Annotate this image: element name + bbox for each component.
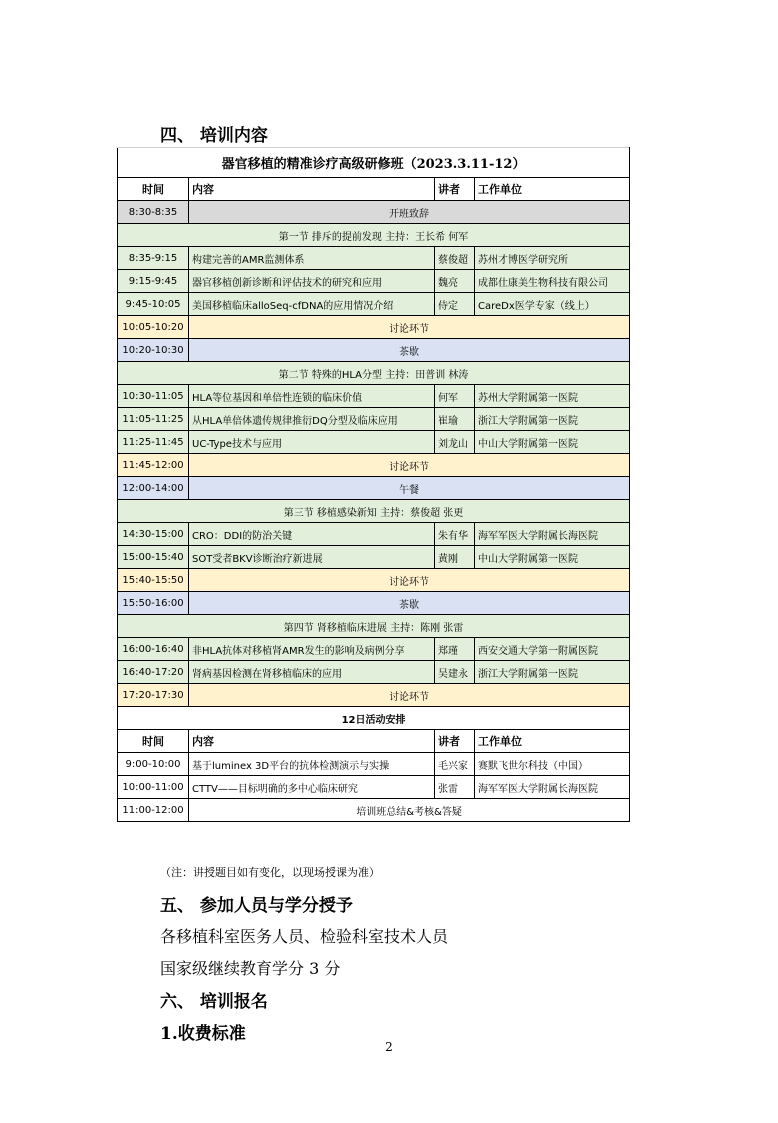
row-time: 11:05-11:25	[118, 408, 189, 431]
row-speaker: 毛兴家	[435, 753, 475, 776]
row-time: 9:45-10:05	[118, 293, 189, 316]
header-unit: 工作单位	[475, 730, 630, 753]
row-unit: 浙江大学附属第一医院	[475, 661, 630, 684]
table-row	[118, 523, 630, 546]
row-time: 12:00-14:00	[118, 477, 189, 500]
table-row	[118, 454, 630, 477]
row-unit: 浙江大学附属第一医院	[475, 408, 630, 431]
row-speaker: 崔瑜	[435, 408, 475, 431]
header-content: 内容	[189, 730, 435, 753]
header-time: 时间	[118, 178, 189, 201]
row-time: 14:30-15:00	[118, 523, 189, 546]
row-event: 开班致辞	[189, 201, 630, 224]
row-content: 美国移植临床alloSeq-cfDNA的应用情况介绍	[189, 293, 435, 316]
row-unit: 海军军医大学附属长海医院	[475, 776, 630, 799]
row-event: 讨论环节	[189, 569, 630, 592]
table-row	[118, 799, 630, 822]
table-row	[118, 661, 630, 684]
table-row	[118, 546, 630, 569]
session-1-title: 第一节 排斥的提前发现 主持：王长希 何军	[118, 224, 630, 247]
row-time: 16:00-16:40	[118, 638, 189, 661]
table-title: 器官移植的精准诊疗高级研修班（2023.3.11-12）	[118, 148, 630, 178]
row-time: 8:35-9:15	[118, 247, 189, 270]
row-time: 11:45-12:00	[118, 454, 189, 477]
row-event: 培训班总结&考核&答疑	[189, 799, 630, 822]
row-time: 15:50-16:00	[118, 592, 189, 615]
section-4-heading: 四、 培训内容	[160, 126, 268, 146]
header-speaker: 讲者	[435, 730, 475, 753]
row-content: 构建完善的AMR监测体系	[189, 247, 435, 270]
row-event: 讨论环节	[189, 316, 630, 339]
row-time: 9:15-9:45	[118, 270, 189, 293]
table-row	[118, 316, 630, 339]
row-event: 讨论环节	[189, 454, 630, 477]
row-speaker: 魏亮	[435, 270, 475, 293]
table-header-row	[118, 178, 630, 201]
section-5-heading: 五、 参加人员与学分授予	[160, 896, 353, 916]
table-row	[118, 638, 630, 661]
row-unit: 苏州大学附属第一医院	[475, 385, 630, 408]
session-header-row	[118, 500, 630, 523]
table-row	[118, 592, 630, 615]
row-time: 9:00-10:00	[118, 753, 189, 776]
row-event: 茶歇	[189, 339, 630, 362]
table-row	[118, 684, 630, 707]
row-speaker: 吴建永	[435, 661, 475, 684]
table-row	[118, 477, 630, 500]
row-event: 茶歇	[189, 592, 630, 615]
table-row	[118, 753, 630, 776]
row-unit: 西安交通大学第一附属医院	[475, 638, 630, 661]
table-row	[118, 408, 630, 431]
row-time: 10:20-10:30	[118, 339, 189, 362]
day12-title-row	[118, 707, 630, 730]
table-row	[118, 339, 630, 362]
table-row	[118, 385, 630, 408]
row-content: 基于luminex 3D平台的抗体检测演示与实操	[189, 753, 435, 776]
row-time: 10:05-10:20	[118, 316, 189, 339]
row-content: 从HLA单倍体遗传规律推衍DQ分型及临床应用	[189, 408, 435, 431]
header-speaker: 讲者	[435, 178, 475, 201]
session-header-row	[118, 224, 630, 247]
row-time: 16:40-17:20	[118, 661, 189, 684]
table-row	[118, 776, 630, 799]
section-6-subheading: 1.收费标准	[160, 1024, 246, 1044]
row-speaker: 朱有华	[435, 523, 475, 546]
row-speaker: 黄刚	[435, 546, 475, 569]
row-content: 器官移植创新诊断和评估技术的研究和应用	[189, 270, 435, 293]
schedule-table	[117, 147, 630, 822]
row-time: 8:30-8:35	[118, 201, 189, 224]
row-content: 非HLA抗体对移植肾AMR发生的影响及病例分享	[189, 638, 435, 661]
row-time: 15:00-15:40	[118, 546, 189, 569]
row-content: SOT受者BKV诊断治疗新进展	[189, 546, 435, 569]
table-title-row	[118, 148, 630, 178]
row-time: 11:00-12:00	[118, 799, 189, 822]
row-content: CRO：DDI的防治关键	[189, 523, 435, 546]
table-row	[118, 431, 630, 454]
section-5-line-2: 国家级继续教育学分 3 分	[160, 959, 341, 978]
row-time: 10:00-11:00	[118, 776, 189, 799]
row-unit: 中山大学附属第一医院	[475, 431, 630, 454]
row-speaker: 蔡俊超	[435, 247, 475, 270]
session-header-row	[118, 362, 630, 385]
session-header-row	[118, 615, 630, 638]
row-unit: 赛默飞世尔科技（中国）	[475, 753, 630, 776]
table-row	[118, 201, 630, 224]
row-content: HLA等位基因和单倍性连锁的临床价值	[189, 385, 435, 408]
row-speaker: 刘龙山	[435, 431, 475, 454]
row-unit: CareDx医学专家（线上）	[475, 293, 630, 316]
row-content: CTTV——目标明确的多中心临床研究	[189, 776, 435, 799]
row-content: UC-Type技术与应用	[189, 431, 435, 454]
table-row	[118, 569, 630, 592]
table-row	[118, 293, 630, 316]
day12-title: 12日活动安排	[118, 707, 630, 730]
row-speaker: 张雷	[435, 776, 475, 799]
section-6-heading: 六、 培训报名	[160, 992, 268, 1012]
row-speaker: 郑瑾	[435, 638, 475, 661]
header-time: 时间	[118, 730, 189, 753]
table-row	[118, 270, 630, 293]
session-4-title: 第四节 肾移植临床进展 主持：陈刚 张雷	[118, 615, 630, 638]
row-event: 讨论环节	[189, 684, 630, 707]
session-3-title: 第三节 移植感染新知 主持：蔡俊超 张更	[118, 500, 630, 523]
session-2-title: 第二节 特殊的HLA分型 主持：田普训 林涛	[118, 362, 630, 385]
section-5-line-1: 各移植科室医务人员、检验科室技术人员	[160, 927, 449, 946]
row-time: 10:30-11:05	[118, 385, 189, 408]
row-time: 15:40-15:50	[118, 569, 189, 592]
row-unit: 海军军医大学附属长海医院	[475, 523, 630, 546]
row-unit: 苏州才博医学研究所	[475, 247, 630, 270]
row-content: 肾病基因检测在肾移植临床的应用	[189, 661, 435, 684]
row-time: 17:20-17:30	[118, 684, 189, 707]
row-speaker: 何军	[435, 385, 475, 408]
header-content: 内容	[189, 178, 435, 201]
row-unit: 中山大学附属第一医院	[475, 546, 630, 569]
row-speaker: 侍定	[435, 293, 475, 316]
row-unit: 成都仕康美生物科技有限公司	[475, 270, 630, 293]
row-time: 11:25-11:45	[118, 431, 189, 454]
page-number: 2	[385, 1040, 393, 1054]
table-header-row	[118, 730, 630, 753]
row-event: 午餐	[189, 477, 630, 500]
table-row	[118, 247, 630, 270]
header-unit: 工作单位	[475, 178, 630, 201]
table-note: （注：讲授题目如有变化，以现场授课为准）	[160, 866, 380, 879]
